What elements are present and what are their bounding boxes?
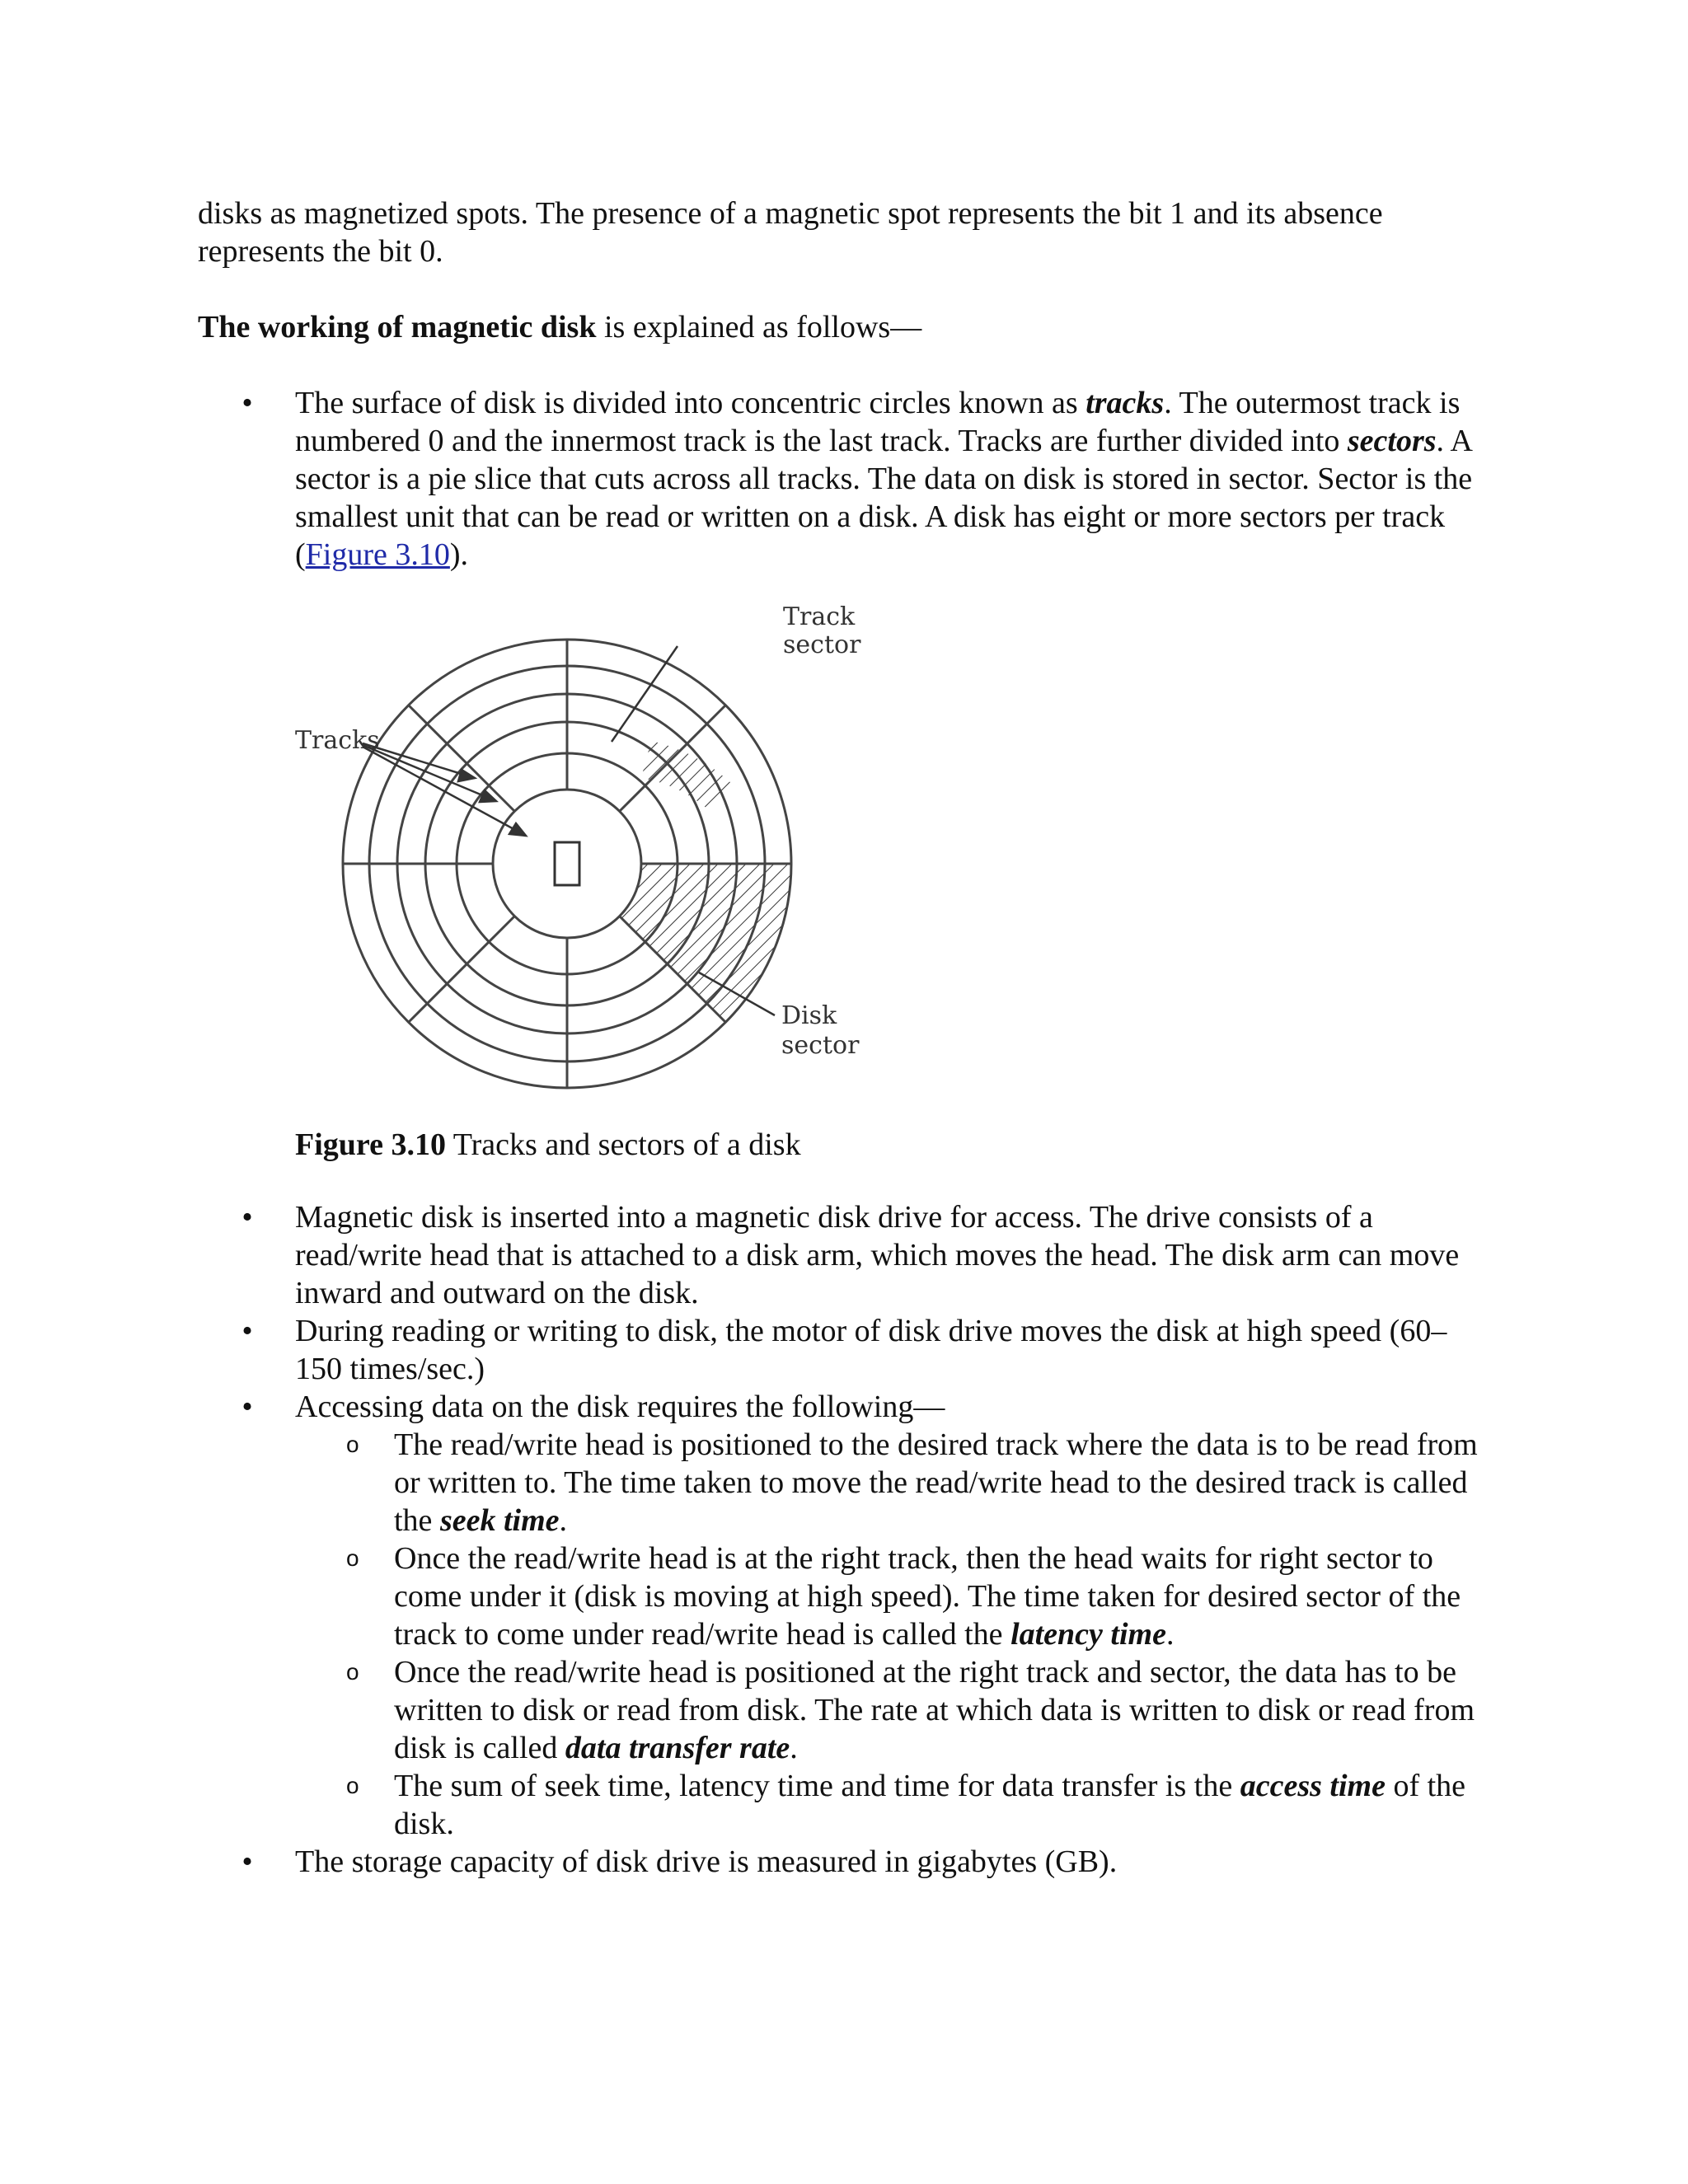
sub-text: [394, 1653, 1484, 1767]
bullet-text: During reading or writing to disk, the motor of disk drive moves the disk at high speed (60–150 times/sec.): [295, 1314, 1447, 1386]
term-sectors: sectors: [1347, 424, 1437, 458]
sub-text: [394, 1767, 1484, 1843]
intro-paragraph: disks as magnetized spots. The presence of a magnetic spot represents the bit 1 and its absence represents the bit 0.: [198, 196, 1383, 269]
text-run: Once the read/write head is at the right track, then the head waits for right sector to come under it (disk is moving at high speed). The time taken for desired sector of the track to come under read/write head is called the: [394, 1541, 1461, 1652]
sub-bullet-marker: o: [346, 1773, 359, 1798]
sector-lines: [343, 640, 791, 1088]
bullet-marker: •: [241, 386, 253, 420]
arrow-head: [458, 770, 475, 781]
label-tracks: Tracks: [295, 726, 380, 755]
text-run: ).: [449, 537, 469, 572]
label-track-sector: [783, 603, 860, 659]
text-run: Once the read/write head is positioned at the right track and sector, the data has to be written to disk or read from disk. The rate at which data is written to disk or read from disk is called: [394, 1655, 1475, 1765]
bullet-text: The storage capacity of disk drive is measured in gigabytes (GB).: [295, 1844, 1118, 1879]
figure-caption: [295, 1126, 801, 1164]
sector-line: [409, 916, 514, 1022]
text-run: . A sector is a pie slice that cuts across all tracks. The data on disk is stored in sector. Sector is the smallest unit that can be read or written on a disk. A disk has eight or more sectors per track (: [295, 424, 1473, 572]
caption-bold: Figure 3.10: [295, 1127, 446, 1162]
bullet-text: Accessing data on the disk requires the following—: [295, 1390, 945, 1424]
heading-rest: is explained as follows—: [596, 310, 922, 344]
sub-text: [394, 1426, 1484, 1540]
section-heading: [198, 308, 1484, 346]
sub-bullet-marker: o: [346, 1659, 359, 1685]
disk-diagram: [280, 602, 973, 1113]
term-latency-time: latency time: [1010, 1617, 1166, 1652]
label-disk-sector-line2: sector: [781, 1031, 860, 1060]
arrow-line: [363, 747, 526, 836]
label-track-sector-line2: sector: [783, 630, 861, 659]
label-track-sector-line1: Track: [783, 602, 856, 631]
bullet-marker: •: [241, 1200, 253, 1235]
bullet-marker: •: [241, 1390, 253, 1424]
text-run: The sum of seek time, latency time and time for data transfer is the: [394, 1769, 1240, 1803]
term-tracks: tracks: [1085, 386, 1165, 420]
term-data-transfer-rate: data transfer rate: [565, 1731, 790, 1765]
tracks-arrows: [363, 743, 526, 836]
text-run: The read/write head is positioned to the desired track where the data is to be read from or written to. The time taken to move the read/write head to the desired track is called the: [394, 1427, 1478, 1538]
text-run: .: [1165, 1617, 1175, 1652]
term-seek-time: seek time: [439, 1503, 560, 1538]
text-run: The surface of disk is divided into concentric circles known as: [295, 386, 1086, 420]
bullet-marker: •: [241, 1844, 253, 1879]
heading-bold: The working of magnetic disk: [198, 310, 597, 344]
spindle-hole: [555, 842, 579, 885]
sub-bullet-marker: o: [346, 1432, 359, 1457]
arrow-head: [509, 823, 526, 836]
figure-link[interactable]: Figure 3.10: [305, 537, 450, 572]
hub-ring: [493, 790, 641, 938]
sub-bullet-marker: o: [346, 1545, 359, 1571]
sub-text: [394, 1540, 1484, 1653]
text-run: .: [559, 1503, 567, 1538]
sector-line: [409, 705, 514, 811]
text-run: of the disk.: [394, 1769, 1466, 1841]
text-run: .: [790, 1731, 798, 1765]
text-run: . The outermost track is numbered 0 and the innermost track is the last track. Tracks are further divided into: [295, 386, 1461, 458]
caption-rest: Tracks and sectors of a disk: [445, 1127, 801, 1162]
bullet-text: Magnetic disk is inserted into a magnetic disk drive for access. The drive consists of a read/write head that is attached to a disk arm, which moves the head. The disk arm can move inward and outward on the disk.: [295, 1200, 1460, 1310]
label-disk-sector-line1: Disk: [781, 1001, 837, 1030]
term-access-time: access time: [1240, 1769, 1386, 1803]
bullet-marker: •: [241, 1314, 253, 1348]
bullet-text: [295, 384, 1484, 574]
